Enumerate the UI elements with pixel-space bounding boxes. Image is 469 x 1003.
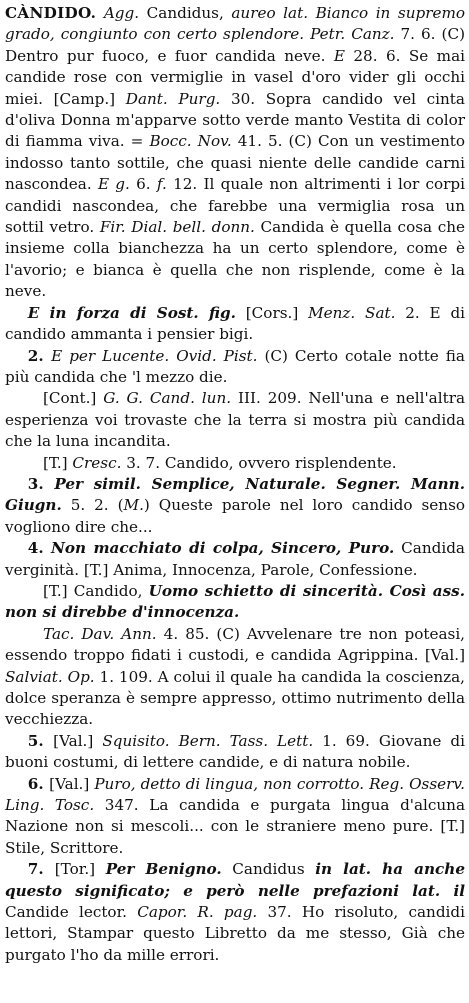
- sense-sostantivo-text: E in forza di Sost. fig.: [27, 303, 236, 322]
- sense-7-benigno-text: Candidus: [221, 860, 316, 879]
- sense-6-lingua: [5, 774, 465, 860]
- sense-6-lingua-text: 347. La candida e purgata lingua d'alcuna Nazione non si mescoli... con le straniere meno pure. [T.] Stile, Scrittore.: [5, 796, 466, 857]
- entry-candido-text: 12. Il quale non altrimenti i lor corpi candidi nascondea, che farebbe una vermiglia rosa un sottil vetro.: [5, 175, 466, 237]
- sense-sostantivo-text: [Cors.]: [235, 303, 309, 322]
- sense-4-puro-text: Candida verginità. [T.] Animа, Innocenza, Parole, Confessione.: [5, 539, 465, 579]
- entry-candido-text: [308, 4, 316, 22]
- sense-sostantivo-text: Menz. Sat.: [308, 303, 396, 322]
- entry-candido-text: E: [333, 46, 345, 65]
- entry-candido-text: CÀNDIDO.: [5, 4, 97, 22]
- sense-5-squisito-text: [Val.]: [53, 731, 103, 750]
- sense-4-tac-text: Tac. Dav. Ann.: [43, 624, 157, 643]
- sense-6-lingua-text: [Val.]: [49, 774, 95, 793]
- sense-3-semplice-text: Per simil. Semplice, Naturale. Segner. Mann. Giugn.: [5, 474, 465, 515]
- sense-2-lucente-text: E per Lucente. Ovid. Pist.: [51, 346, 258, 365]
- entry-candido-text: Candidus,: [139, 4, 232, 22]
- sense-3-semplice-text: ) Queste parole nel loro candido senso vogliono dire che...: [5, 496, 466, 536]
- sense-7-benigno-text: [Tor.]: [54, 860, 106, 879]
- entry-column: [5, 3, 465, 966]
- entry-candido-text: 6.: [129, 175, 157, 194]
- sense-3-semplice-text: M.: [123, 496, 144, 515]
- sense-2-cont-text: III. 209. Nell'una e nell'altra esperienza voi trovaste che la terra si mostra più candida che la luna incandita.: [5, 389, 466, 451]
- sense-7-benigno-text: Capor. R. pag.: [137, 903, 258, 922]
- sense-4-puro-text: 4.: [27, 539, 52, 558]
- entry-candido-text: 41. 5. (C) Con un vestimento indosso tanto sottile, che quasi niente delle candide carni nascondea.: [5, 132, 465, 194]
- sense-7-benigno: [5, 859, 465, 966]
- sense-4-schietto: [5, 581, 465, 624]
- sense-2-cont: [5, 388, 465, 452]
- sense-7-benigno-text: 7.: [27, 860, 55, 879]
- sense-sostantivo-text: 2. E di candido ammanta i pensier bigi.: [5, 303, 466, 344]
- sense-3-semplice-text: 5. 2. (: [61, 496, 124, 515]
- sense-2-cont-text: G. G. Cand. lun.: [103, 389, 232, 408]
- entry-candido-text: [96, 4, 104, 22]
- entry-candido-text: E g.: [97, 175, 130, 194]
- sense-5-squisito-text: 5.: [27, 731, 54, 750]
- entry-candido-text: 28. 6. Se mai candide rose con vermiglie in vasel d'oro vider gli occhi miei. [Camp.]: [5, 46, 465, 108]
- sense-2-cresc-text: Cresc.: [72, 453, 122, 472]
- sense-4-puro-text: Non macchiato di colpa, Sincero, Puro.: [51, 539, 395, 558]
- sense-4-schietto-text: Uomo schietto di sincerità. Così ass. non si direbbe d'innocenza.: [5, 581, 465, 622]
- sense-6-lingua-text: 6.: [27, 774, 50, 793]
- sense-7-benigno-text: 37. Ho risoluto, candidi lettori, Stampar questo Libretto da me stesso, Già che purgato l'ho da mille errori.: [5, 903, 465, 964]
- entry-candido-text: Candida è quella cosa che insieme colla bianchezza ha un certo splendore, come è l'avorio; e bianca è quella che non risplende, come è la neve.: [5, 218, 465, 301]
- entry-candido-text: aureo lat.: [231, 4, 309, 22]
- sense-4-tac-text: 4. 85. (C) Avvelenare tre non poteasi, essendo troppo fidati i custodi, e candida Agrippina. [Val.]: [5, 624, 466, 665]
- entry-candido-text: Bocc. Nov.: [149, 132, 232, 151]
- entry-candido-text: Fir. Dial. bell. donn.: [99, 218, 255, 237]
- entry-candido-text: Dant. Purg.: [125, 89, 221, 108]
- sense-2-cresc-text: [T.]: [43, 453, 73, 472]
- sense-4-puro: [5, 538, 465, 581]
- sense-3-semplice-text: 3.: [27, 474, 55, 493]
- sense-2-lucente-text: (C) Certo cotale notte fia più candida che 'l mezzo die.: [5, 346, 465, 386]
- sense-7-benigno-text: in lat. ha anche questo significato; e però nelle prefazioni lat. il: [5, 860, 465, 900]
- entry-candido-text: Agg.: [103, 4, 140, 22]
- sense-2-cont-text: [Cont.]: [43, 389, 104, 408]
- entry-candido-text: f.: [156, 175, 167, 194]
- sense-5-squisito-text: Squisito. Bern. Tass. Lett.: [102, 731, 314, 750]
- sense-4-schietto-text: [T.] Candido,: [43, 581, 149, 600]
- sense-sostantivo: [5, 303, 465, 346]
- sense-5-squisito: [5, 731, 465, 774]
- sense-5-squisito-text: 1. 69. Giovane di buoni costumi, di lettere candide, e di natura nobile.: [5, 731, 465, 772]
- sense-2-cresc: [5, 453, 465, 474]
- sense-3-semplice: [5, 474, 465, 538]
- sense-7-benigno-text: Per Benigno.: [105, 860, 222, 879]
- entry-candido: [5, 3, 465, 303]
- entry-candido-text: 7. 6. (C) Dentro pur fuoco, e fuor candida neve.: [5, 25, 465, 65]
- sense-2-lucente-text: 2.: [27, 346, 52, 365]
- sense-6-lingua-text: Puro, detto di lingua, non corrotto. Reg. Osserv. Ling. Tosc.: [5, 774, 465, 815]
- sense-2-cresc-text: 3. 7. Candido, ovvero risplendente.: [121, 453, 397, 472]
- sense-4-tac-text: 1. 109. A colui il quale ha candida la coscienza, dolce speranza è sempre appresso, ottimo nutrimento della vecchiezza.: [5, 667, 465, 729]
- sense-7-benigno-text: Candide lector.: [5, 903, 138, 922]
- entry-candido-text: Bianco in supremo grado, congiunto con certo splendore. Petr. Canz.: [5, 4, 465, 44]
- sense-4-tac-text: Salviat. Op.: [5, 667, 95, 686]
- entry-candido-text: 30. Sopra candido vel cinta d'oliva Donna m'apparve sotto verde manto Vestita di color di fiamma viva. =: [5, 89, 465, 151]
- sense-4-tac: [5, 624, 465, 731]
- sense-2-lucente: [5, 346, 465, 389]
